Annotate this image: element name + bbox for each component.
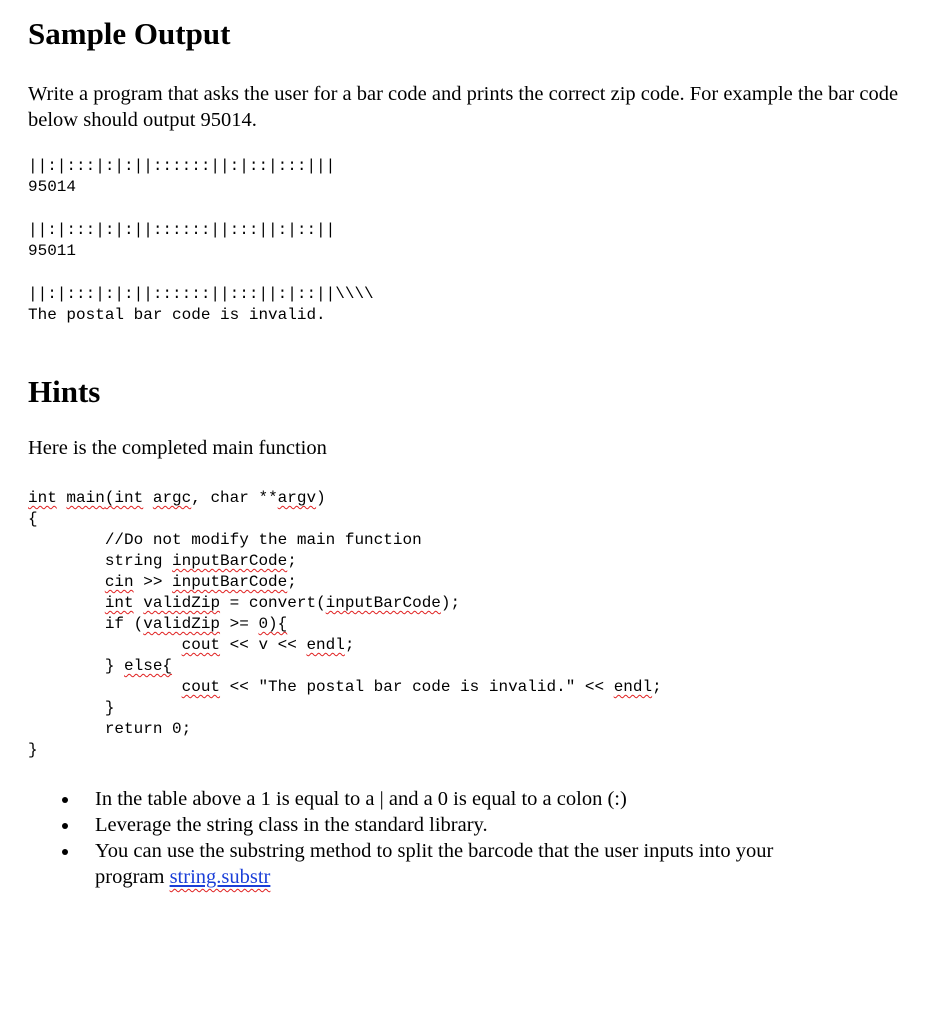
code-line-4: string inputBarCode; xyxy=(28,552,297,570)
sample-output-intro: Write a program that asks the user for a bar code and prints the correct zip code. For example the bar code below should output 95014. xyxy=(28,83,899,131)
sample-output-heading: Sample Output xyxy=(28,16,231,51)
code-line-1: int main(int argc, char **argv) xyxy=(28,489,326,507)
code-line-7: if (validZip >= 0){ xyxy=(28,615,288,633)
code-line-10: cout << "The postal bar code is invalid." << endl; xyxy=(181,678,662,696)
code-line-11: } xyxy=(28,699,115,717)
example-3-output: The postal bar code is invalid. xyxy=(28,306,326,324)
code-line-12: return 0; xyxy=(28,720,192,738)
hints-heading: Hints xyxy=(28,374,101,409)
example-3-barcode: ||:|:::|:|:||::::::||:::||:|::||\\\\ xyxy=(28,285,374,303)
code-line-5: cin >> inputBarCode; xyxy=(104,573,297,591)
string-substr-link[interactable]: string.substr xyxy=(169,866,271,888)
list-item: In the table above a 1 is equal to a | and a 0 is equal to a colon (:) xyxy=(28,786,828,812)
code-line-9: } else{ xyxy=(28,657,173,675)
example-2-barcode: ||:|:::|:|:||::::::||:::||:|::|| xyxy=(28,221,336,239)
example-1-output: 95014 xyxy=(28,178,77,196)
list-item: You can use the substring method to split the barcode that the user inputs into your program string.substr xyxy=(28,838,828,890)
code-line-13: } xyxy=(28,741,38,759)
example-2-output: 95011 xyxy=(28,242,77,260)
code-line-3: //Do not modify the main function xyxy=(28,531,422,549)
hints-intro: Here is the completed main function xyxy=(28,437,327,459)
list-item: Leverage the string class in the standard library. xyxy=(28,812,828,838)
code-line-6: int validZip = convert(inputBarCode); xyxy=(104,594,461,612)
example-1-barcode: ||:|:::|:|:||::::::||:|::|:::||| xyxy=(28,157,336,175)
code-line-8: cout << v << endl; xyxy=(181,636,355,654)
bullet-icon xyxy=(62,797,68,803)
bullet-icon xyxy=(62,823,68,829)
bullet-icon xyxy=(62,849,68,855)
hints-list xyxy=(28,786,828,890)
code-line-2: { xyxy=(28,510,38,528)
